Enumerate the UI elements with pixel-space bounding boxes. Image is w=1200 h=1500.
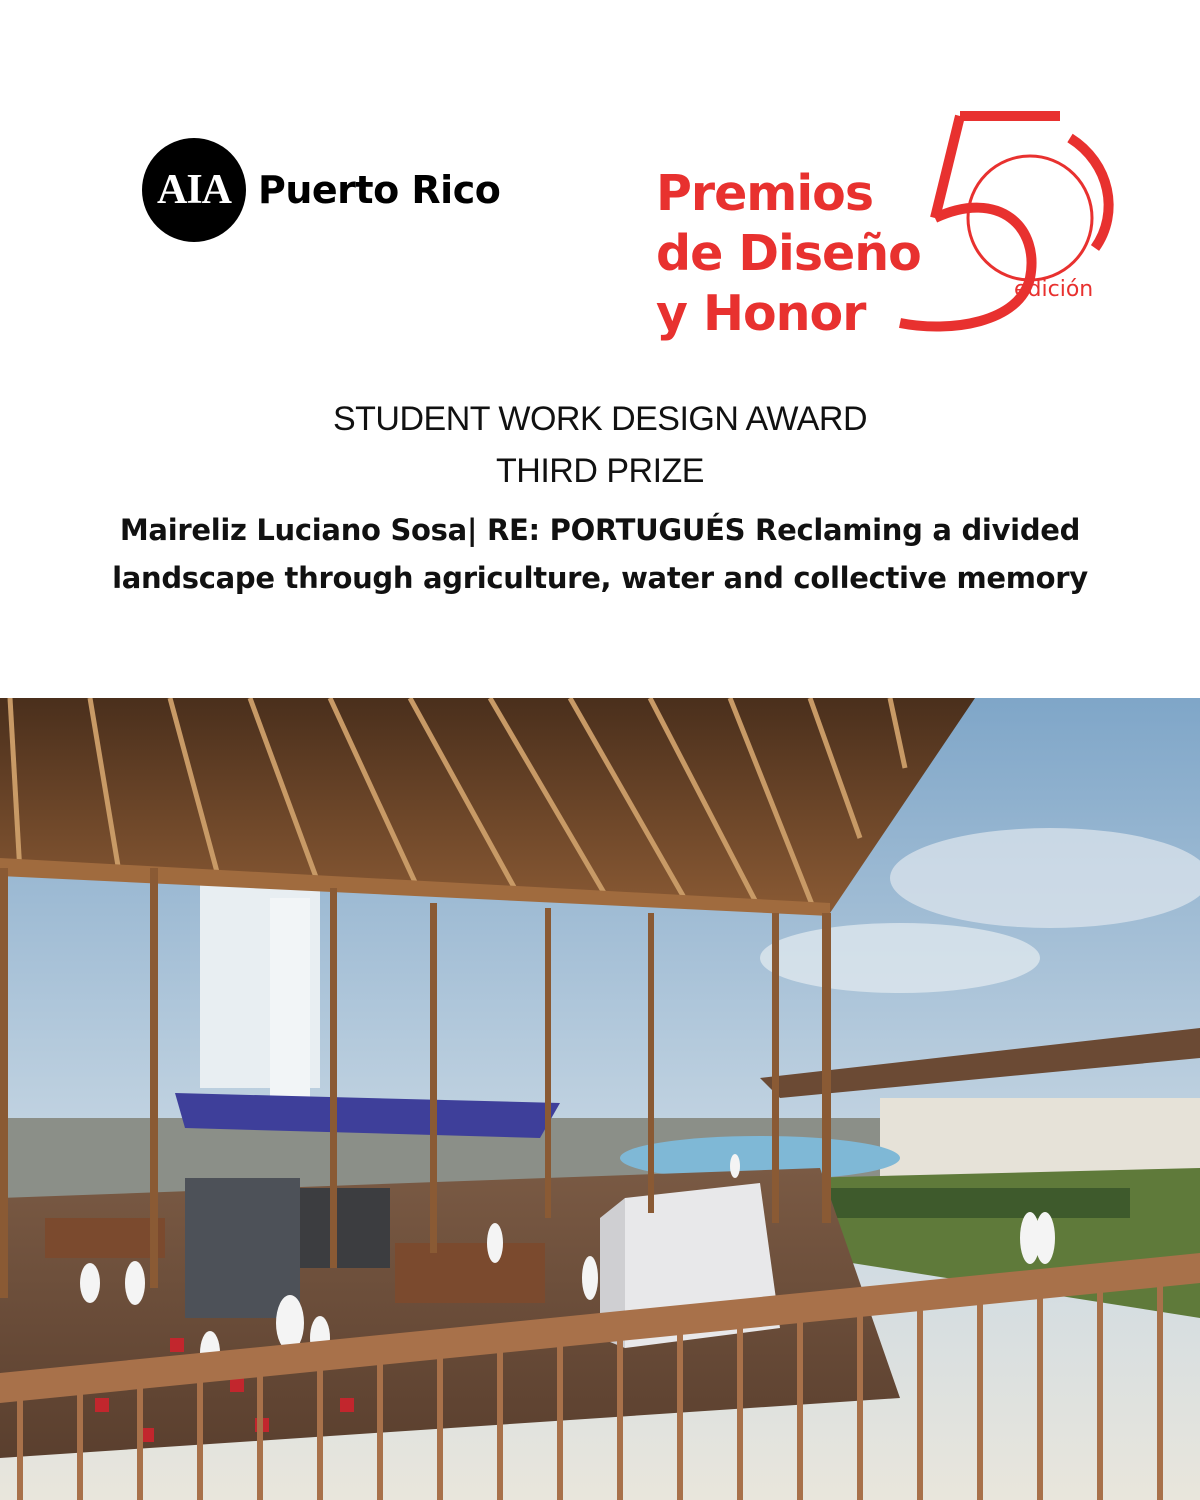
architectural-render-image bbox=[0, 698, 1200, 1500]
render-illustration bbox=[0, 698, 1200, 1500]
premios-line-3: y Honor bbox=[656, 285, 866, 342]
premios-logo bbox=[650, 108, 1120, 348]
premios-line-2: de Diseño bbox=[656, 225, 921, 282]
premios-title bbox=[656, 164, 921, 344]
aia-logo-mark: AIA bbox=[156, 167, 231, 213]
premios-edition-label: edición bbox=[1014, 277, 1094, 302]
award-category: STUDENT WORK DESIGN AWARD bbox=[332, 400, 868, 438]
project-author: Maireliz Luciano Sosa| bbox=[119, 513, 478, 547]
premios-line-1: Premios bbox=[656, 165, 873, 222]
aia-puerto-rico-logo bbox=[142, 138, 500, 242]
aia-logo-circle bbox=[142, 138, 246, 242]
award-prize: THIRD PRIZE bbox=[496, 452, 704, 490]
project-subtitle: Reclaming a divided landscape through agriculture, water and collective memory bbox=[112, 513, 1088, 595]
fifty-edition-graphic bbox=[890, 108, 1120, 338]
project-title: RE: PORTUGUÉS bbox=[487, 513, 746, 547]
project-caption bbox=[50, 506, 1150, 602]
aia-logo-name: Puerto Rico bbox=[258, 168, 501, 212]
